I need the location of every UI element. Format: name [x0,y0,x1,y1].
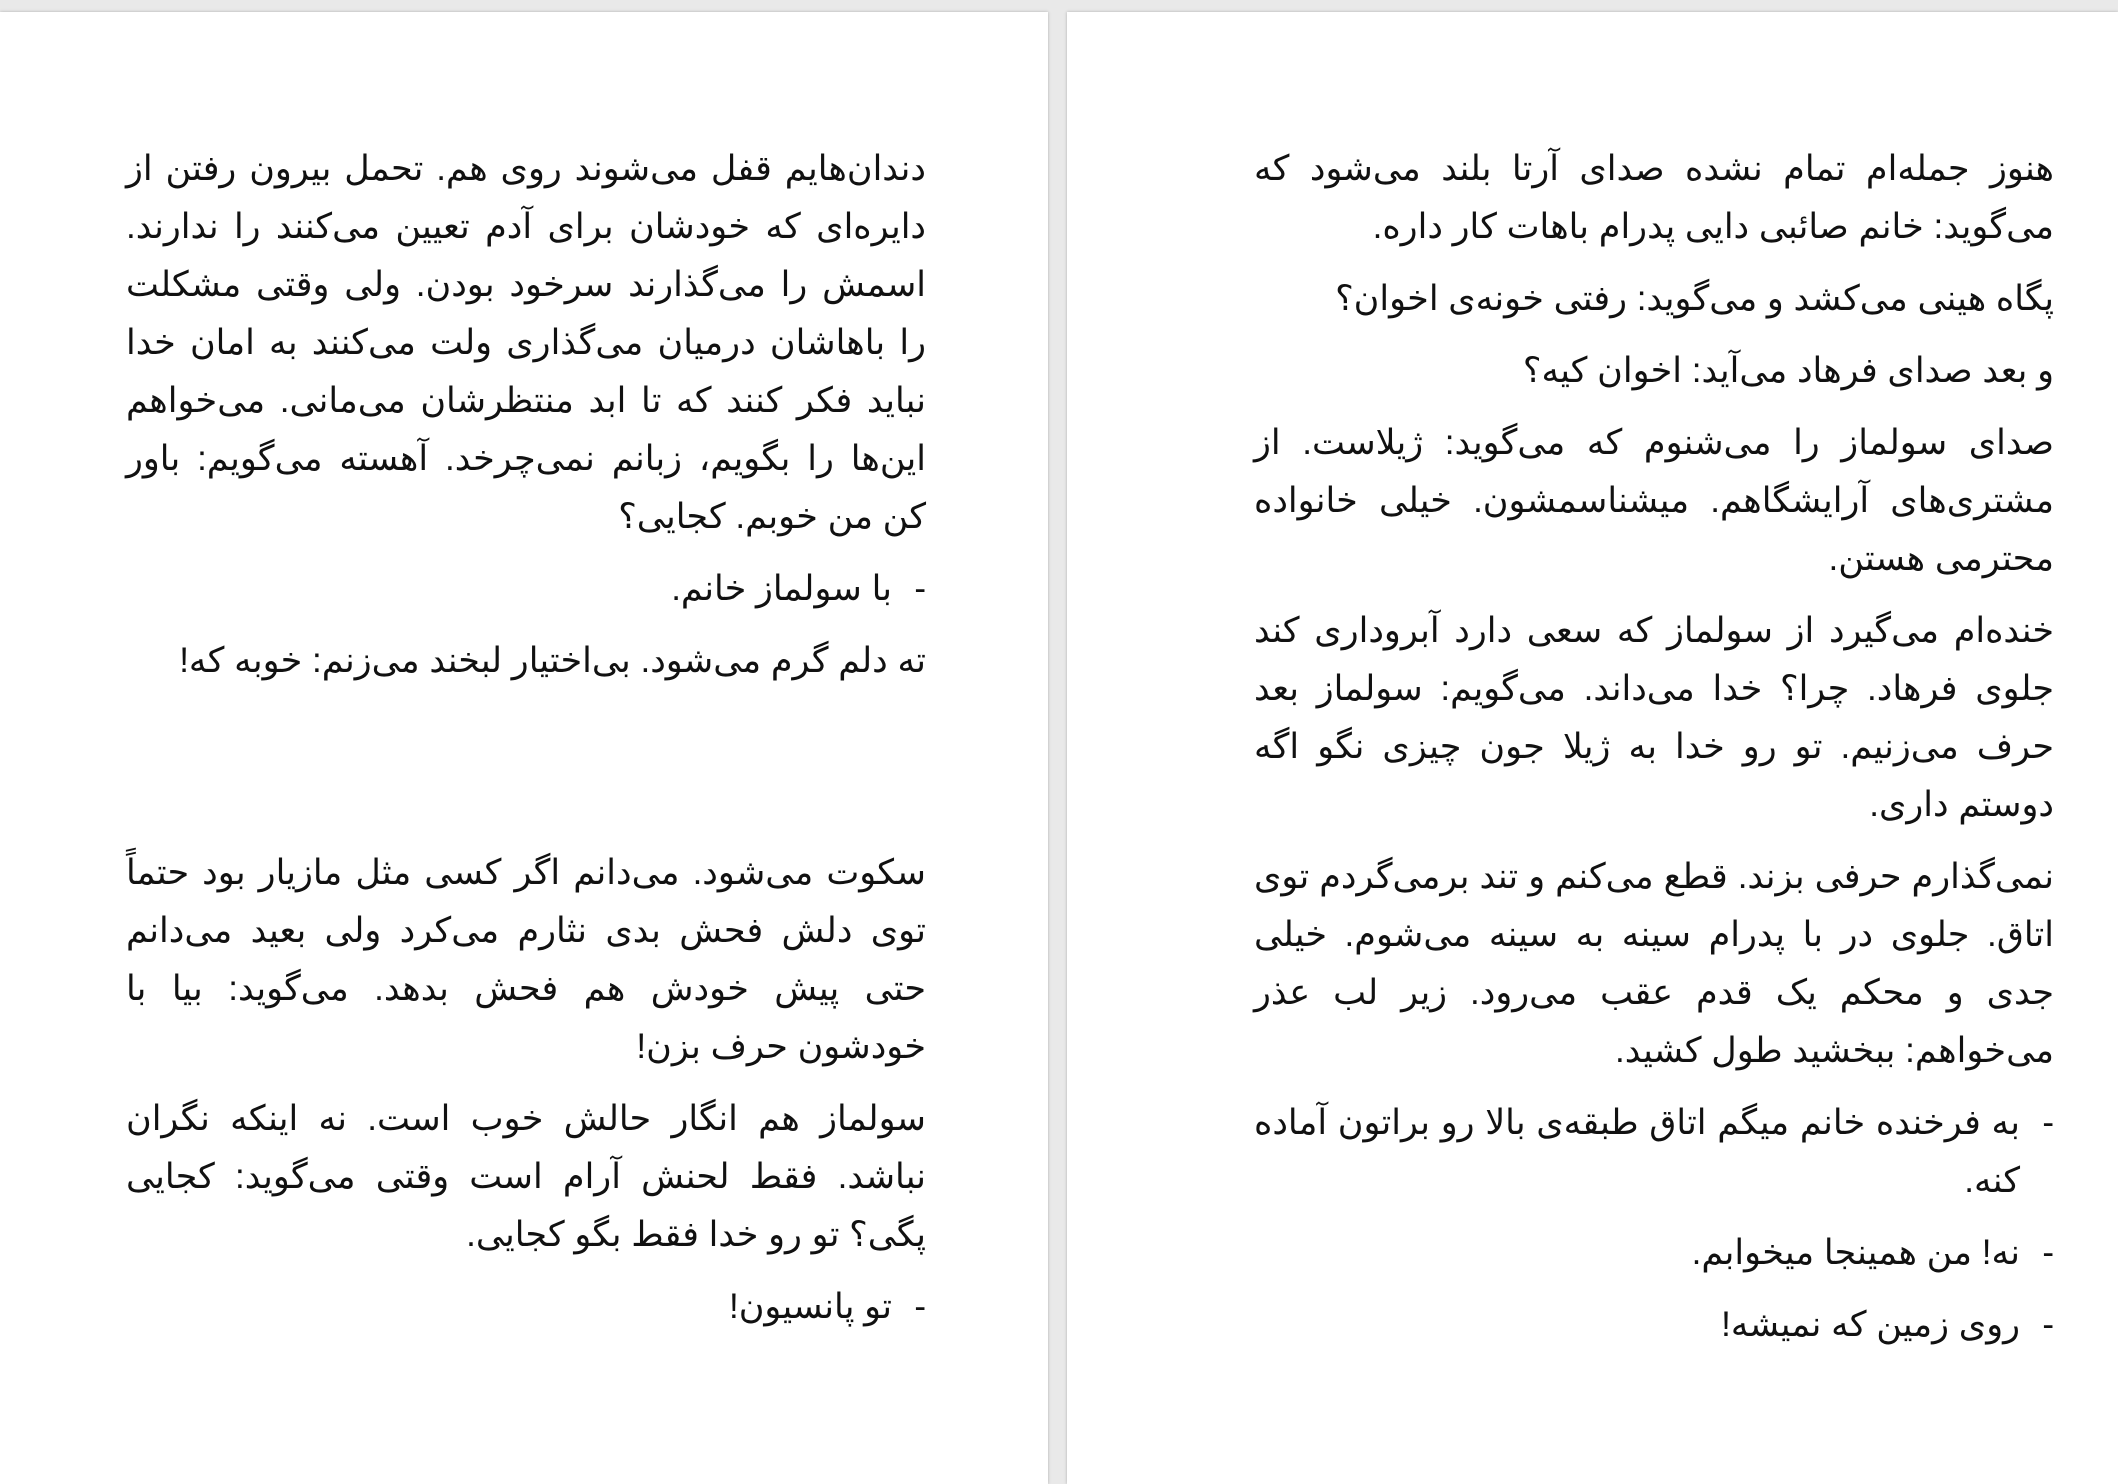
dialogue-dash: - [914,1287,926,1326]
dialogue-text: با سولماز خانم. [671,569,892,608]
paragraph: نمی‌گذارم حرفی بزند. قطع می‌کنم و تند برمی‌گردم توی اتاق. جلوی در با پدرام سینه به سینه می‌شوم. خیلی جدی و محکم یک قدم عقب می‌رود. زیر لب عذر می‌خواهم: ببخشید طول کشید. [1254,857,2054,1070]
dialogue-line [1254,1224,2054,1282]
dialogue-dash: - [914,569,926,608]
section-2 [126,844,926,1336]
section-1 [126,140,926,690]
dialogue-line [126,560,926,618]
dialogue-text: روی زمین که نمیشه! [1721,1305,2020,1344]
paragraph: سکوت می‌شود. می‌دانم اگر کسی مثل مازیار بود حتماً توی دلش فحش بدی نثارم می‌کرد ولی بعید می‌دانم حتی پیش خودش هم فحش بدهد. می‌گوید: بیا با خودشون حرف بزن! [126,853,926,1066]
paragraph: صدای سولماز را می‌شنوم که می‌گوید: ژیلاست. از مشتری‌های آرایشگاهم. میشناسمشون. خیلی خانواده محترمی هستن. [1254,423,2054,578]
left-page-text [126,140,926,1350]
dialogue-text: به فرخنده خانم میگم اتاق طبقه‌ی بالا رو براتون آماده کنه. [1254,1103,2020,1200]
dialogue-line [1254,1094,2054,1210]
paragraph: سولماز هم انگار حالش خوب است. نه اینکه نگران نباشد. فقط لحنش آرام است وقتی می‌گوید: کجایی پگی؟ تو رو خدا فقط بگو کجایی. [126,1099,926,1254]
dialogue-text: نه! من همینجا میخوابم. [1691,1233,2020,1272]
paragraph: و بعد صدای فرهاد می‌آید: اخوان کیه؟ [1522,351,2054,390]
left-page [0,12,1048,1484]
dialogue-dash: - [2042,1103,2054,1142]
dialogue-line [126,1278,926,1336]
section-break [126,704,926,844]
right-page [1067,12,2118,1484]
dialogue-line [1254,1296,2054,1354]
dialogue-dash: - [2042,1233,2054,1272]
paragraph: خنده‌ام می‌گیرد از سولماز که سعی دارد آبروداری کند جلوی فرهاد. چرا؟ خدا می‌داند. می‌گویم: سولماز بعد حرف می‌زنیم. تو رو خدا به ژیلا جون چیزی نگو اگه دوستم داری. [1254,611,2054,824]
paragraph: دندان‌هایم قفل می‌شوند روی هم. تحمل بیرون رفتن از دایره‌ای که خودشان برای آدم تعیین می‌کنند را ندارند. اسمش را می‌گذارند سرخود بودن. ولی وقتی مشکلت را باهاشان درمیان می‌گذاری ولت می‌کنند به امان خدا نباید فکر کنند که تا ابد منتظرشان می‌مانی. می‌خواهم این‌ها را بگویم، زبانم نمی‌چرخد. آهسته می‌گویم: باور کن من خوبم. کجایی؟ [126,149,926,536]
dialogue-text: تو پانسیون! [729,1287,892,1326]
right-page-text [1254,140,2054,1368]
dialogue-dash: - [2042,1305,2054,1344]
paragraph: ته دلم گرم می‌شود. بی‌اختیار لبخند می‌زنم: خوبه که! [179,641,926,680]
paragraph: هنوز جمله‌ام تمام نشده صدای آرتا بلند می‌شود که می‌گوید: خانم صائبی دایی پدرام باهات کار داره. [1254,149,2054,246]
paragraph: پگاه هینی می‌کشد و می‌گوید: رفتی خونه‌ی اخوان؟ [1335,279,2054,318]
